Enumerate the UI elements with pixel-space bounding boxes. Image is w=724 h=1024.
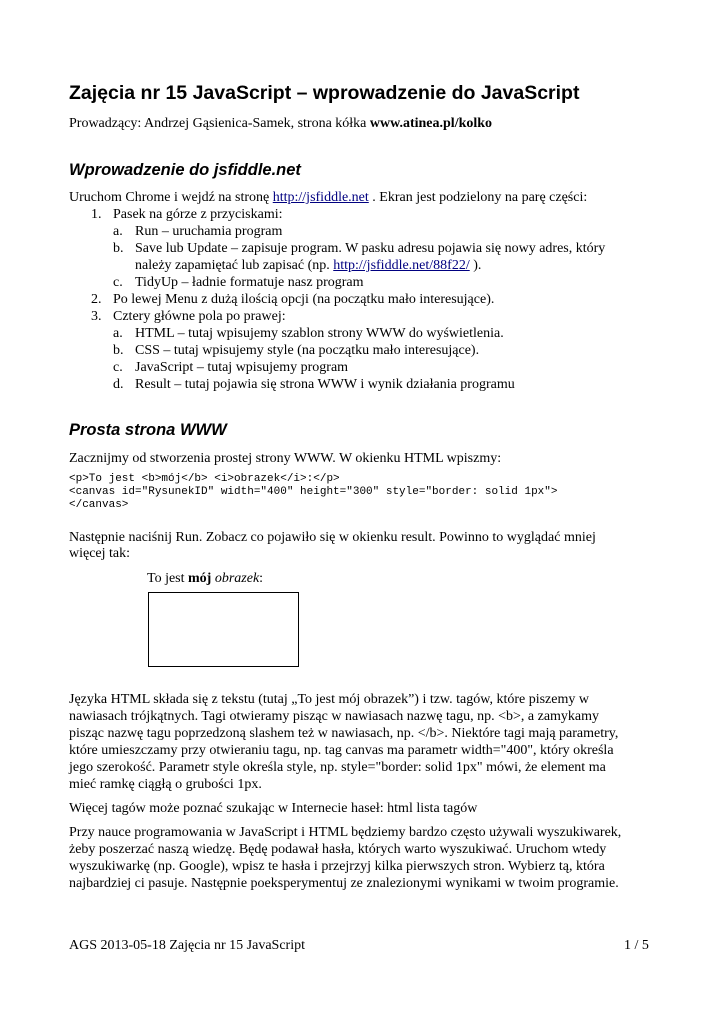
lead-text-after: . Ekran jest podzielony na parę części:	[368, 190, 588, 205]
list-marker: a.	[113, 224, 123, 239]
search-advice: najbardziej ci pasuje. Następnie poeksperymentuj ze znalezionymi wynikami w twoim programie.	[69, 876, 619, 891]
more-tags-hint: Więcej tagów może poznać szukając w Internecie haseł: html lista tagów	[69, 801, 478, 816]
example-text: :	[259, 571, 264, 586]
example-italic: obrazek	[214, 571, 260, 586]
jsfiddle-lead	[69, 189, 587, 206]
page-title: Zajęcia nr 15 JavaScript – wprowadzenie do JavaScript	[69, 82, 580, 104]
list-marker: 2.	[91, 292, 102, 307]
html-explanation: mieć ramkę ciągłą o grubości 1px.	[69, 777, 262, 792]
section-heading-jsfiddle: Wprowadzenie do jsfiddle.net	[69, 161, 301, 179]
jsfiddle-example-link[interactable]: http://jsfiddle.net/88f22/	[333, 258, 470, 273]
example-bold: mój	[188, 571, 212, 586]
list-item-text: należy zapamiętać lub zapisać (np.	[135, 258, 334, 273]
footer-info: AGS 2013-05-18 Zajęcia nr 15 JavaScript	[69, 938, 305, 953]
list-marker: 3.	[91, 309, 102, 324]
author-text: Prowadzący: Andrzej Gąsienica-Samek, strona kółka	[69, 116, 370, 131]
list-item: TidyUp – ładnie formatuje nasz program	[135, 275, 364, 290]
search-advice: wyszukiwarkę (np. Google), wpisz te hasła i przejrzyj kilka pierwszych stron. Wybierz tą, która	[69, 859, 605, 874]
html-explanation: które umieszczamy przy otwieraniu tagu, np. tag canvas ma parametr width="400", który określa	[69, 743, 614, 758]
list-marker: b.	[113, 241, 124, 256]
list-item: Pasek na górze z przyciskami:	[113, 207, 283, 222]
list-item: Po lewej Menu z dużą ilością opcji (na początku mało interesujące).	[113, 292, 495, 307]
list-item: CSS – tutaj wpisujemy style (na początku mało interesujące).	[135, 343, 480, 358]
code-line: <p>To jest <b>mój</b> <i>obrazek</i>:</p>	[69, 473, 340, 485]
list-item: JavaScript – tutaj wpisujemy program	[135, 360, 349, 375]
page-number: 1 / 5	[624, 938, 649, 953]
list-marker: a.	[113, 326, 123, 341]
author-line	[69, 115, 492, 132]
list-item-continuation	[135, 257, 481, 274]
run-instruction: Następnie naciśnij Run. Zobacz co pojawiło się w okienku result. Powinno to wyglądać mniej	[69, 530, 596, 545]
example-text: To jest	[147, 571, 189, 586]
list-item: Run – uruchamia program	[135, 224, 283, 239]
code-line: </canvas>	[69, 499, 129, 511]
search-advice: Przy nauce programowania w JavaScript i HTML będziemy bardzo często używali wyszukiwarek,	[69, 825, 622, 840]
list-item: Result – tutaj pojawia się strona WWW i wynik działania programu	[135, 377, 515, 392]
list-marker: d.	[113, 377, 124, 392]
html-explanation: pisząc nazwę tagu poprzedzoną slashem też w nawiasach, np. </b>. Niektóre tagi mają parametry,	[69, 726, 619, 741]
search-advice: żeby poszerzać naszą wiedzę. Będę podawał hasła, których warto wyszukiwać. Uruchom wtedy	[69, 842, 607, 857]
list-marker: c.	[113, 275, 123, 290]
list-item-text: ).	[469, 258, 482, 273]
lead-text-before: Uruchom Chrome i wejdź na stronę	[69, 190, 273, 205]
list-marker: b.	[113, 343, 124, 358]
section-heading-simple-page: Prosta strona WWW	[69, 421, 227, 439]
example-canvas	[148, 592, 299, 667]
jsfiddle-link[interactable]: http://jsfiddle.net	[272, 190, 369, 205]
list-item: Save lub Update – zapisuje program. W pasku adresu pojawia się nowy adres, który	[135, 241, 606, 256]
club-site: www.atinea.pl/kolko	[369, 116, 493, 131]
html-explanation: nawiasach trójkątnych. Tagi otwieramy pisząc w nawiasach nazwę tagu, np. <b>, a zamykamy	[69, 709, 600, 724]
example-caption	[147, 570, 263, 587]
html-explanation: Języka HTML składa się z tekstu (tutaj „To jest mój obrazek”) i tzw. tagów, które piszemy w	[69, 692, 589, 707]
simple-page-lead: Zacznijmy od stworzenia prostej strony WWW. W okienku HTML wpiszmy:	[69, 451, 502, 466]
list-item: Cztery główne pola po prawej:	[113, 309, 286, 324]
list-item: HTML – tutaj wpisujemy szablon strony WWW do wyświetlenia.	[135, 326, 504, 341]
list-marker: c.	[113, 360, 123, 375]
code-line: <canvas id="RysunekID" width="400" height="300" style="border: solid 1px">	[69, 486, 558, 498]
list-marker: 1.	[91, 207, 102, 222]
html-explanation: jego szerokość. Parametr style określa style, np. style="border: solid 1px" mówi, że element ma	[69, 760, 606, 775]
run-instruction-cont: więcej tak:	[69, 546, 131, 561]
